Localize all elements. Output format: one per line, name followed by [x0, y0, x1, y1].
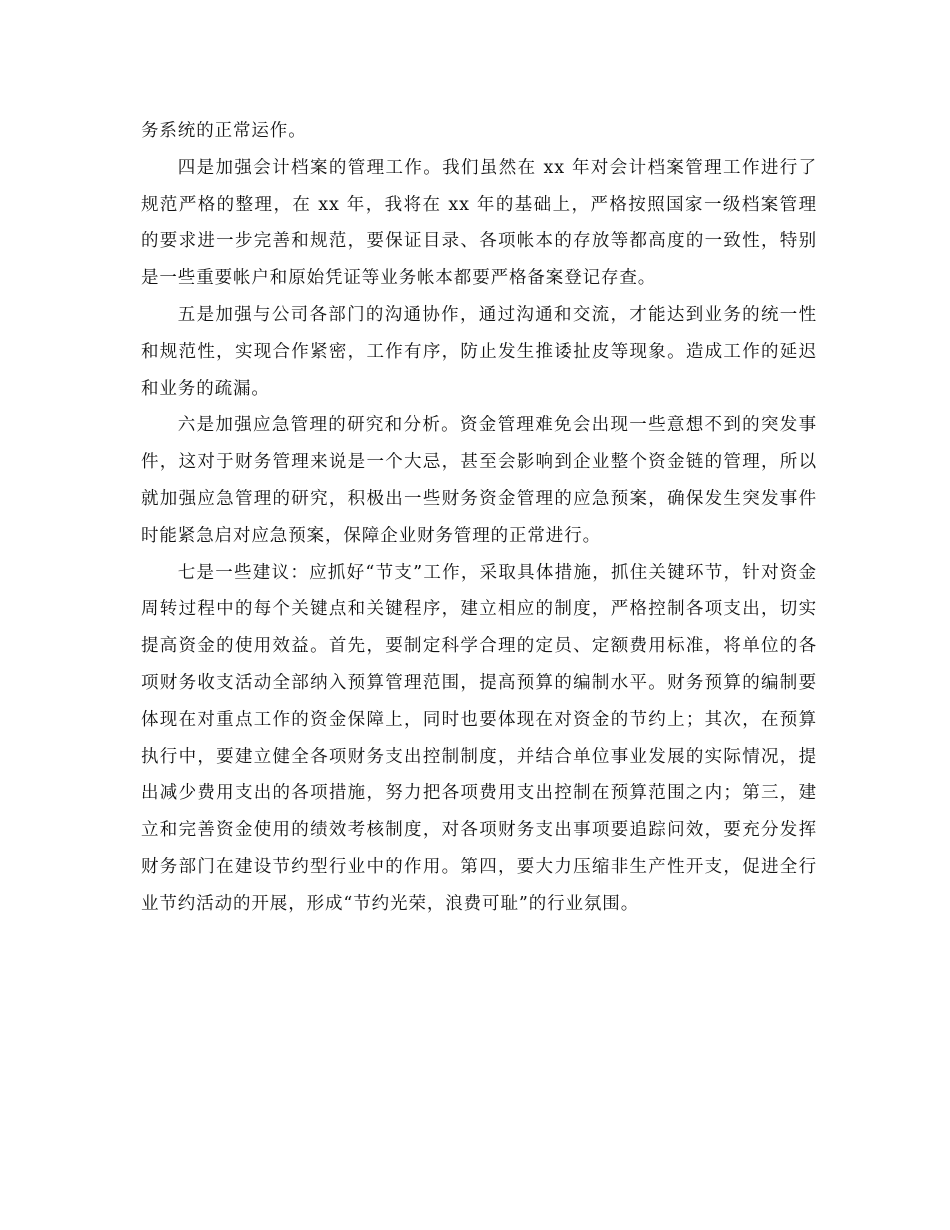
paragraph-suggestions: 七是一些建议：应抓好“节支”工作，采取具体措施，抓住关键环节，针对资金周转过程中的每个关键点和关键程序，建立相应的制度，严格控制各项支出，切实提高资金的使用效益。首先，要制定科学合理的定员、定额费用标准，将单位的各项财务收支活动全部纳入预算管理范围，提高预算的编制水平。财务预算的编制要体现在对重点工作的资金保障上，同时也要体现在对资金的节约上；其次，在预算执行中，要建立健全各项财务支出控制制度，并结合单位事业发展的实际情况，提出减少费用支出的各项措施，努力把各项费用支出控制在预算范围之内；第三，建立和完善资金使用的绩效考核制度，对各项财务支出事项要追踪问效，要充分发挥财务部门在建设节约型行业中的作用。第四，要大力压缩非生产性开支，促进全行业节约活动的开展，形成“节约光荣，浪费可耻”的行业氛围。	[141, 562, 817, 914]
paragraph-continuation: 务系统的正常运作。	[141, 121, 307, 141]
paragraph-department-communication: 五是加强与公司各部门的沟通协作，通过沟通和交流，才能达到业务的统一性和规范性，实现合作紧密，工作有序，防止发生推诿扯皮等现象。造成工作的延迟和业务的疏漏。	[141, 304, 817, 399]
paragraph-emergency-management: 六是加强应急管理的研究和分析。资金管理难免会出现一些意想不到的突发事件，这对于财务管理来说是一个大忌，甚至会影响到企业整个资金链的管理，所以就加强应急管理的研究，积极出一些财务资金管理的应急预案，确保发生突发事件时能紧急启对应急预案，保障企业财务管理的正常进行。	[141, 415, 817, 546]
paragraph-archive-management: 四是加强会计档案的管理工作。我们虽然在 xx 年对会计档案管理工作进行了规范严格的整理，在 xx 年，我将在 xx 年的基础上，严格按照国家一级档案管理的要求进一步完善和规范，要保证目录、各项帐本的存放等都高度的一致性，特别是一些重要帐户和原始凭证等业务帐本都要严格备案登记存查。	[141, 157, 817, 289]
document-body	[141, 113, 817, 923]
